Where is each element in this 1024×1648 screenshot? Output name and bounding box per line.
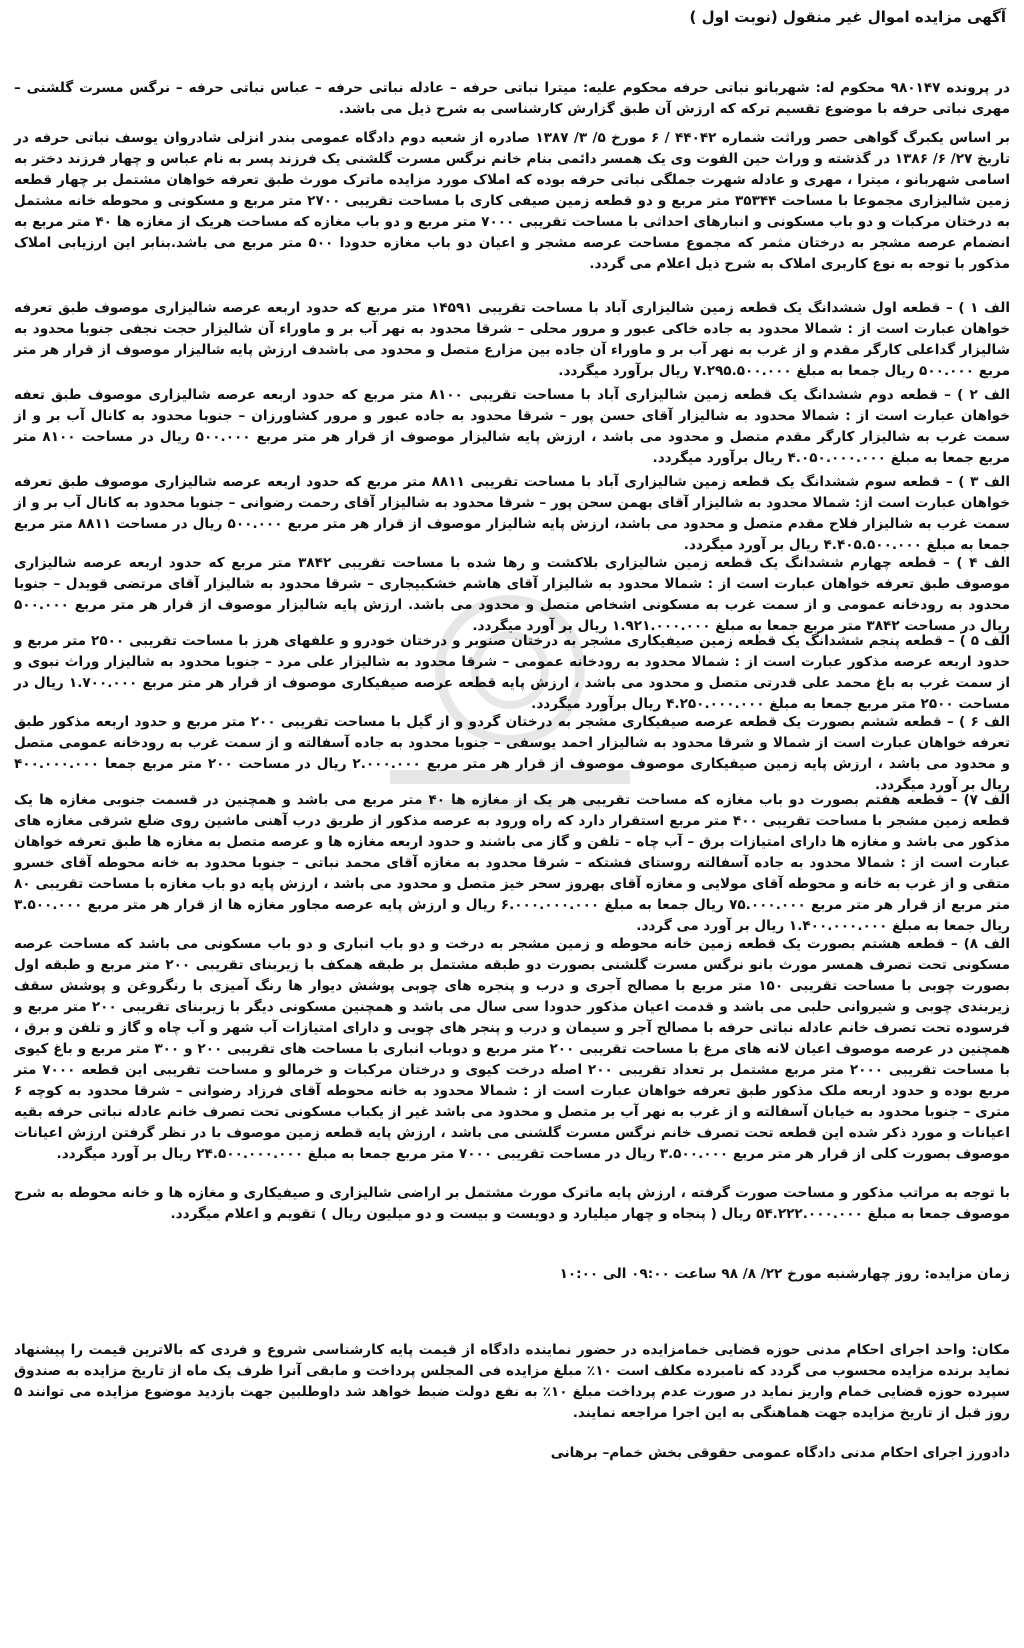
notice-title: آگهی مزایده اموال غیر منقول (نوبت اول ) (689, 8, 1006, 26)
parcel-7-paragraph: الف ۷) – قطعه هفتم بصورت دو باب مغازه که مساحت تقریبی هر یک از مغازه ها ۴۰ متر مربع می باشد و همچنین در قسمت جنوبی مغازه ها یک قطعه زمین مشجر با مساحت تقریبی ۴۰۰ متر مربع استقرار دارد که راه ورود به عرصه مذکور از طریق درب آهنی ماشین روی ضلع شرقی مغازه های مذکور می باشد و مغازه ها دارای امتیازات برق – آب چاه – تلفن و گاز می باشند و حدود اربعه مغازه ها و عرصه متصل به مغازه ها طبق تعرفه خواهان عبارت است از : شمالا محدود به جاده آسفالته روستای فشتکه – شرقا محدود به مغازه آقای محمد نباتی – جنوبا محدود به خانه محوطه آقای خسرو متقی و از غرب به خانه و محوطه آقای مولایی و مغازه آقای بهروز سحر خیز متصل و محدود می باشد ، ارزش پایه دو باب مغازه با مساحت تقریبی ۸۰ متر مربع از قرار هر متر مربع ۷۵.۰۰۰.۰۰۰ ریال جمعا به مبلغ ۶.۰۰۰.۰۰۰.۰۰۰ ریال و ارزش پایه عرصه مجاور مغازه ها از قرار هر متر مربع ۳.۵۰۰.۰۰۰ ریال جمعا به مبلغ ۱.۴۰۰.۰۰۰.۰۰۰ ریال بر آورد می گردد. (14, 792, 1010, 934)
auction-time: زمان مزایده: روز چهارشنبه مورخ ۲۲/ ۸/ ۹۸ ساعت ۰۹:۰۰ الی ۱۰:۰۰ (559, 1266, 1010, 1282)
parcel-3-paragraph: الف ۳ ) – قطعه سوم ششدانگ یک قطعه زمین شالیزاری آباد با مساحت تقریبی ۸۸۱۱ متر مربع که حدود اربعه عرصه شالیزاری موصوف طبق تعرفه خواهان عبارت است از: شمالا محدود به شالیزار آقای بهمن سحن پور – شرقا محدود به شالیزار آقای رحمت رضوانی – جنوبا محدود به کانال آب بر و از سمت غرب به شالیزار فلاح مقدم متصل و محدود می باشد، ارزش پایه شالیزار موصوف از قرار هر متر مربع ۵۰۰.۰۰۰ ریال در مساحت ۸۸۱۱ متر مربع جمعا به مبلغ ۴.۴۰۵.۵۰۰.۰۰۰ ریال بر آورد میگردد. (14, 474, 1011, 553)
parcel-6-paragraph: الف ۶ ) – قطعه ششم بصورت یک قطعه عرصه صیفیکاری مشجر به درختان گردو و از گیل با مساحت تقریبی ۲۰۰ متر مربع و حدود اربعه مذکور طبق تعرفه خواهان عبارت است از شمالا و شرقا محدود به شالیزار احمد یوسفی – جنوبا محدود به جاده آسفالته و از سمت غرب به رودخانه عمومی متصل و محدود می باشد ، ارزش پایه زمین صیفیکاری موصوف موصوف از قرار هر متر مربع ۲.۰۰۰.۰۰۰ ریال در مساحت ۲۰۰ متر مربع جمعا ۴۰۰.۰۰۰.۰۰۰ ریال بر آورد میگردد. (14, 714, 1010, 793)
total-valuation-paragraph: با توجه به مراتب مذکور و مساحت صورت گرفته ، ارزش پایه ماترک مورث مشتمل بر اراضی شالیزاری و صیفیکاری و مغازه ها و خانه محوطه به شرح موصوف جمعا به مبلغ ۵۴.۲۲۲.۰۰۰.۰۰۰ ریال ( پنجاه و چهار میلیارد و دویست و بیست و دو میلیون ریال ) تقویم و اعلام میگردد. (14, 1185, 1010, 1222)
parcel-4-paragraph: الف ۴ ) – قطعه چهارم ششدانگ یک قطعه زمین شالیزاری بلاکشت و رها شده با مساحت تقریبی ۳۸۴۲ متر مربع که حدود اربعه عرصه شالیزاری موصوف طبق تعرفه خواهان عبارت است از : شمالا محدود به شالیزار آقای هاشم خشکبیجاری – شرقا محدود به شالیزار آقای مرتضی قویدل – جنوبا محدود به رودخانه عمومی و از سمت غرب به مسکونی اشخاص متصل و محدود می باشد. ارزش پایه شالیزار موصوف از قرار هر متر مربع ۵۰۰.۰۰۰ ریال در مساحت ۳۸۴۲ متر مربع جمعا به مبلغ ۱.۹۲۱.۰۰۰.۰۰۰ ریال بر آورد میگردد. (14, 555, 1010, 634)
parcel-8-paragraph: الف ۸) – قطعه هشتم بصورت یک قطعه زمین خانه محوطه و زمین مشجر به درخت و دو باب انباری و دو باب مسکونی می باشد که مساحت عرصه مسکونی تحت تصرف همسر مورث بانو نرگس مسرت گلشنی بصورت دو طبقه مشتمل بر طبقه همکف با زیربنای تقریبی ۲۰۰ متر مربع و طبقه اول بصورت چوبی با مساحت تقریبی ۱۵۰ متر مربع با مصالح آجری و درب و پنجره های چوبی پوشش دیوار ها رنگ آمیزی با رنگروغن و پوشش سقف زیربندی چوبی و شیروانی حلبی می باشد و قدمت اعیان مذکور حدودا سی سال می باشد و همچنین مسکونی دیگر با زیربنای تقریبی ۲۰۰ متر مربع و فرسوده تحت تصرف خانم عادله نباتی حرفه با مصالح آجر و سیمان و درب و پنجر های چوبی و دارای امتیازات آب شهر و آب چاه و گاز و تلفن و برق ، همچنین در عرصه موصوف اعیان لانه های مرغ با مساحت تقریبی ۲۰۰ متر مربع و دوباب انباری با مساحت های تقریبی ۲۰۰ و ۳۰۰ متر مربع و باغ کیوی با مساحت تقریبی ۲۰۰۰ متر مربع مشتمل بر تعداد تقریبی ۲۰۰ اصله درخت کیوی و درختان مرکبات و خرمالو و مساحت تقریبی این قطعه ۷۰۰۰ متر مربع بوده و حدود اربعه ملک مذکور طبق تعرفه خواهان عبارت است از : شمالا محدود به خانه محوطه آقای فرزاد رضوانی – شرقا محدود به کوچه ۶ متری – جنوبا محدود به خیابان آسفالته و از غرب به نهر آب بر متصل و محدود می باشد غیر از یکباب مسکونی تحت تصرف خانم عادله نباتی حرفه بقیه اعیانات و مورد ذکر شده این قطعه تحت تصرف خانم نرگس مسرت گلشنی می باشد ، ارزش پایه قطعه زمین موصوف با در نظر گرفتن ارزش اعیانات موصوف بصورت کلی از قرار هر متر مربع ۳.۵۰۰.۰۰۰ ریال در مساحت تقریبی ۷۰۰۰ متر مربع جمعا به مبلغ ۲۴.۵۰۰.۰۰۰.۰۰۰ ریال بر آورد میگردد. (14, 936, 1011, 1162)
inheritance-paragraph: بر اساس یکبرگ گواهی حصر وراثت شماره ۴۴۰۴۲ / ۶ مورخ ۵/ ۳/ ۱۳۸۷ صادره از شعبه دوم دادگاه عمومی بندر انزلی شادروان یوسف نباتی حرفه در تاریخ ۲۷/ ۶/ ۱۳۸۶ در گذشته و وراث حین الفوت وی یک همسر دائمی بنام خانم نرگس مسرت گلشنی یک فرزند پسر به نام عباس و چهار فرزند دختر به اسامی شهربانو ، میترا ، مهری و عادله شهرت جملگی نباتی حرفه بوده که املاک مورد مزایده ماترک مورث طبق تعرفه خواهان مشتمل بر چهار قطعه زمین شالیزاری مجموعا با مساحت ۳۵۳۴۴ متر مربع و دو قطعه زمین صیفی کاری با مساحت تقریبی ۲۷۰۰ متر مربع و مسکونی و محوطه خانه مشتمل به درختان مرکبات و دو باب مسکونی و انبارهای احداثی با مساحت تقریبی ۷۰۰۰ متر مربع و دو باب مغازه که مساحت هریک از مغازه ها ۴۰ متر مربع به انضمام عرصه مشجر به درختان مثمر که مجموع مساحت عرصه مشجر و اعیان دو باب مغازه حدودا ۵۰۰ متر مربع می باشد.بنابر این ارزیابی املاک مذکور با توجه به نوع کاربری املاک به شرح ذیل اعلام می گردد. (14, 130, 1011, 272)
signature-line: دادورز اجرای احکام مدنی دادگاه عمومی حقوقی بخش خمام– برهانی (550, 1445, 1010, 1461)
auction-place-paragraph: مکان: واحد اجرای احکام مدنی حوزه قضایی خمامزایده در حضور نماینده دادگاه از قیمت پایه کارشناسی شروع و فردی که بالاترین قیمت را پیشنهاد نماید برنده مزایده محسوب می گردد که نامبرده مکلف است ۱۰٪ مبلغ مزایده فی المجلس پرداخت و مابقی آنرا ظرف یک ماه از تاریخ مزایده به صندوق سپرده حوزه قضایی خمام واریز نماید در صورت عدم پرداخت مبلغ ۱۰٪ به نفع دولت ضبط خواهد شد داوطلبین جهت بازدید موضوع مزایده می توانند ۵ روز قبل از تاریخ مزایده جهت هماهنگی به این اجرا مراجعه نمایند. (14, 1342, 1010, 1421)
parcel-5-paragraph: الف ۵ ) – قطعه پنجم ششدانگ یک قطعه زمین صیفیکاری مشجر به درختان صنوبر و درختان خودرو و علفهای هرز با مساحت تقریبی ۲۵۰۰ متر مربع و حدود اربعه عرصه مذکور عبارت است از : شمالا محدود به رودخانه عمومی – شرقا محدود به شالیزار علی مرد – جنوبا محدود به شالیزار وراث نبوی و از سمت غرب به باغ محمد علی قدرتی متصل و محدود می باشد ، ارزش پایه قطعه عرصه صیفیکاری موصوف از قرار هر متر مربع ۱.۷۰۰.۰۰۰ ریال در مساحت ۲۵۰۰ متر مربع جمعا به مبلغ ۴.۲۵۰.۰۰۰.۰۰۰ ریال برآورد میگردد. (14, 633, 1011, 712)
parcel-2-paragraph: الف ۲ ) – قطعه دوم ششدانگ یک قطعه زمین شالیزاری آباد با مساحت تقریبی ۸۱۰۰ متر مربع که حدود اربعه عرصه شالیزاری موصوف طبق تعفه خواهان عبارت است از : شمالا محدود به شالیزار آقای حسن پور – شرقا محدود به جاده عبور و مرور کشاورزان – جنوبا محدود به کانال آب بر و از سمت غرب به شالیزار کارگر مقدم متصل و محدود می باشد ، ارزش پایه شالیزار موصوف از قرار هر متر مربع ۵۰۰.۰۰۰ ریال در مساحت ۸۱۰۰ متر مربع جمعا به مبلغ ۴.۰۵۰.۰۰۰.۰۰۰ ریال برآورد میگردد. (14, 387, 1010, 466)
case-intro-paragraph: در پرونده ۹۸۰۱۴۷ محکوم له: شهربانو نباتی حرفه محکوم علیه: میترا نباتی حرفه – عادله نباتی حرفه – عباس نباتی حرفه – نرگس مسرت گلشنی – مهری نباتی حرفه با موضوع تقسیم ترکه که ارزش آن طبق گزارش کارشناسی به شرح ذیل می باشد. (14, 80, 1010, 117)
parcel-1-paragraph: الف ۱ ) – قطعه اول ششدانگ یک قطعه زمین شالیزاری آباد با مساحت تقریبی ۱۴۵۹۱ متر مربع که حدود اربعه عرصه شالیزاری موصوف طبق تعرفه خواهان عبارت است از : شمالا محدود به جاده خاکی عبور و مرور محلی – شرقا محدود به نهر آب بر و ماوراء آن شالیزار حجت نجفی جنوبا محدود به شالیزار گداعلی کارگر مقدم و از غرب به نهر آب بر و ماوراء آن جاده بین مزارع متصل و محدود می باشدف ارزش پایه شالیزار موصوف از قرار هر متر مربع ۵۰۰.۰۰۰ ریال جمعا به مبلغ ۷.۲۹۵.۵۰۰.۰۰۰ ریال برآورد میگردد. (14, 300, 1011, 379)
